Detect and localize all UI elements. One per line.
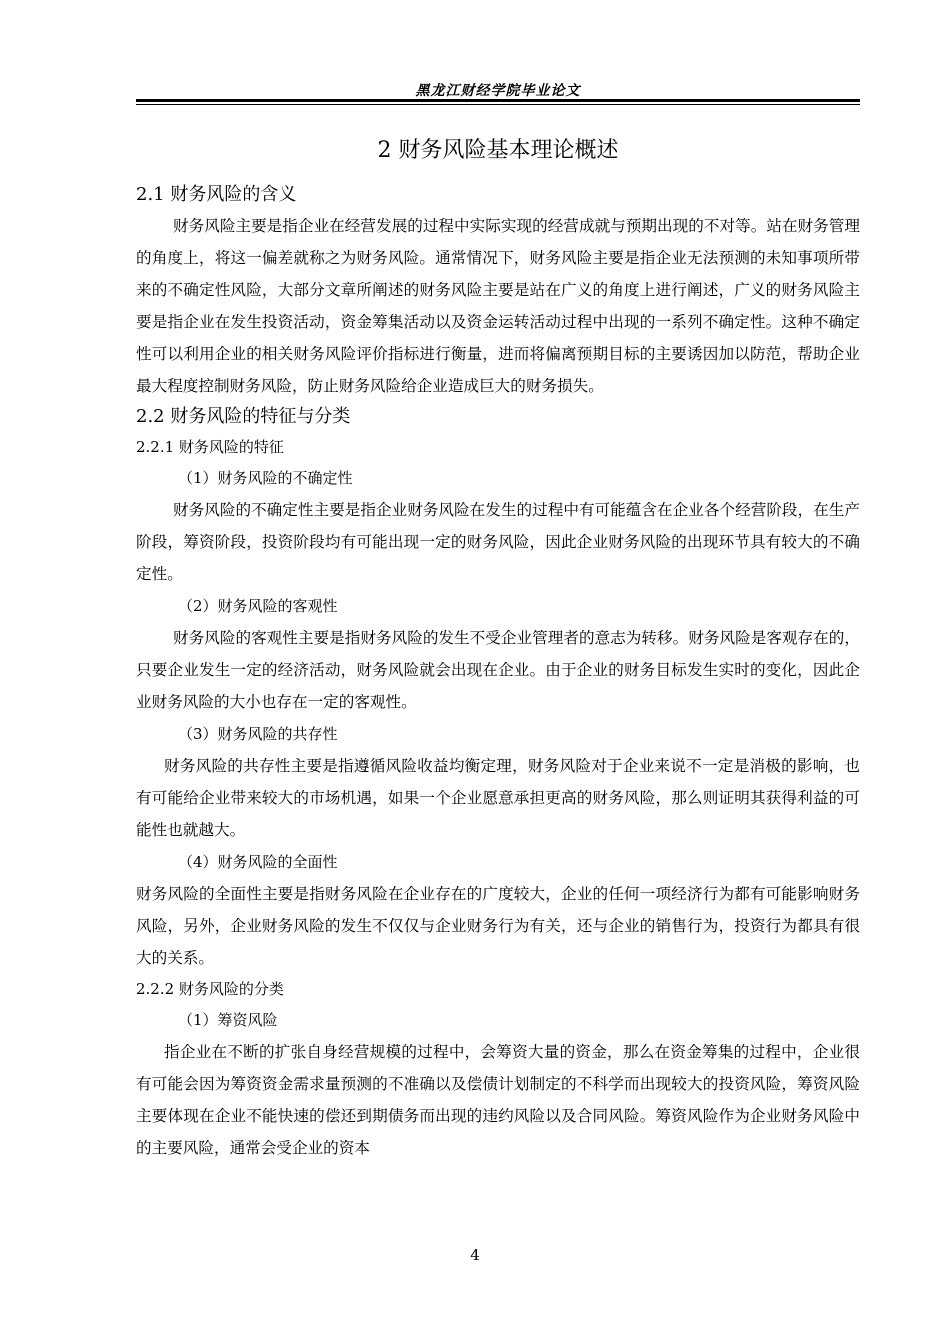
section-2-2-heading: 2.2 财务风险的特征与分类: [136, 406, 351, 427]
section-2-1-paragraph: 财务风险主要是指企业在经营发展的过程中实际实现的经营成就与预期出现的不对等。站在财务管理的角度上，将这一偏差就称之为财务风险。通常情况下，财务风险主要是指企业无法预测的未知事项所带来的不确定性风险，大部分文章所阐述的财务风险主要是站在广义的角度上进行阐述，广义的财务风险主要是指企业在发生投资活动，资金筹集活动以及资金运转活动过程中出现的一系列不确定性。这种不确定性可以利用企业的相关财务风险评价指标进行衡量，进而将偏离预期目标的主要诱因加以防范，帮助企业最大程度控制财务风险，防止财务风险给企业造成巨大的财务损失。: [136, 217, 860, 395]
chapter-title: 2 财务风险基本理论概述: [377, 138, 619, 163]
page-number: 4: [470, 1246, 480, 1264]
section-2-2-1-heading: 2.2.1 财务风险的特征: [136, 438, 284, 456]
feature-item-3: （3）财务风险的共存性: [178, 725, 338, 743]
header-rule-thick: [136, 99, 860, 102]
header-rule-thin: [136, 104, 860, 105]
category-item-1: （1）筹资风险: [178, 1011, 278, 1029]
feature-item-1: （1）财务风险的不确定性: [178, 469, 353, 487]
section-2-2-2-heading: 2.2.2 财务风险的分类: [136, 980, 284, 998]
header-title: 黑龙江财经学院毕业论文: [415, 83, 581, 99]
page-header: [136, 76, 860, 106]
feature-paragraph-4: 财务风险的全面性主要是指财务风险在企业存在的广度较大，企业的任何一项经济行为都有可能影响财务风险，另外，企业财务风险的发生不仅仅与企业财务行为有关，还与企业的销售行为，投资行为都具有很大的关系。: [136, 885, 860, 967]
feature-paragraph-2: 财务风险的客观性主要是指财务风险的发生不受企业管理者的意志为转移。财务风险是客观存在的，只要企业发生一定的经济活动，财务风险就会出现在企业。由于企业的财务目标发生实时的变化，因此企业财务风险的大小也存在一定的客观性。: [136, 629, 860, 711]
feature-paragraph-1: 财务风险的不确定性主要是指企业财务风险在发生的过程中有可能蕴含在企业各个经营阶段，在生产阶段，筹资阶段，投资阶段均有可能出现一定的财务风险，因此企业财务风险的出现环节具有较大的不确定性。: [136, 501, 860, 583]
document-body: [136, 132, 860, 1164]
feature-item-2: （2）财务风险的客观性: [178, 597, 338, 615]
section-2-1-heading: 2.1 财务风险的含义: [136, 184, 297, 205]
feature-paragraph-3: 财务风险的共存性主要是指遵循风险收益均衡定理，财务风险对于企业来说不一定是消极的影响，也有可能给企业带来较大的市场机遇，如果一个企业愿意承担更高的财务风险，那么则证明其获得利益的可能性也就越大。: [136, 757, 860, 839]
category-paragraph-1: 指企业在不断的扩张自身经营规模的过程中，会筹资大量的资金，那么在资金筹集的过程中，企业很有可能会因为筹资资金需求量预测的不准确以及偿债计划制定的不科学而出现较大的投资风险，筹资风险主要体现在企业不能快速的偿还到期债务而出现的违约风险以及合同风险。筹资风险作为企业财务风险中的主要风险，通常会受企业的资本: [136, 1043, 860, 1157]
feature-item-4: （4）财务风险的全面性: [178, 853, 338, 871]
